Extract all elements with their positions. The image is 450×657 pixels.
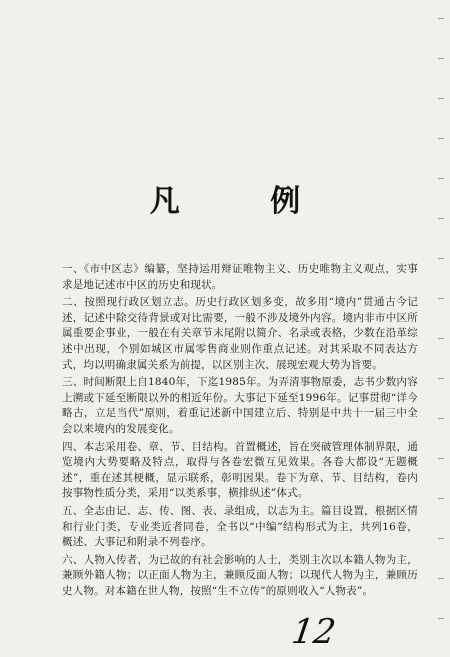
page-title: 凡 例 (149, 184, 341, 219)
paragraph-5: 五、全志由记、志、传、图、表、录组成，以志为主。篇目设置，根据区情和行业门类，专业类近者同卷，全书以“中编”结构形式为主，共列16卷，概述、大事记和附录不列卷序。 (62, 504, 418, 549)
paragraph-3: 三、时间断限上自1840年，下迄1985年。为弄清事物原委，志书少数内容上溯或下延至断限以外的相近年份。大事记下延至1996年。记事贯彻“详今略古，立足当代”原则，着重记述新中国建立后、特别是中共十一届三中全会以来境内的发展变化。 (62, 376, 418, 435)
body-text (62, 262, 418, 601)
paragraph-6: 六、人物入传者，为已故的有社会影响的人士，类别主次以本籍人物为主，兼顾外籍人物；以正面人物为主，兼顾反面人物；以现代人物为主，兼顾历史人物。对本籍在世人物，按照“生不立传”的原则收入“人物表”。 (62, 553, 418, 597)
scan-edge (438, 0, 444, 657)
page-number: 12 (289, 612, 339, 652)
paragraph-4: 四、本志采用卷、章、节、目结构。首置概述，旨在突破管理体制界限，通览境内大势要略及特点，取得与各卷宏微互见效果。各卷大都设“无题概述”，重在述其梗概，显示联系，彰明因果。卷下为章、节、目结构，卷内按事物性质分类，采用“以类系事，横排纵述”体式。 (62, 440, 418, 500)
paragraph-2: 二、按照现行政区划立志。历史行政区划多变，故多用“境内”贯通古今记述，记述中除交待背景或对比需要，一般不涉及境外内容。境内非市中区所属重要企事业，一般在有关章节末尾附以简介、名录或表格，少数在沿革综述中出现，个别如城区市属零售商业则作重点记述。对其采取不同表达方式，均以明确隶属关系为前提，以区别主次、展现宏观大势为旨要。 (62, 296, 418, 371)
paragraph-1: 一、《市中区志》编纂，坚持运用辩证唯物主义、历史唯物主义观点，实事求是地记述市中区的历史和现状。 (62, 263, 418, 291)
